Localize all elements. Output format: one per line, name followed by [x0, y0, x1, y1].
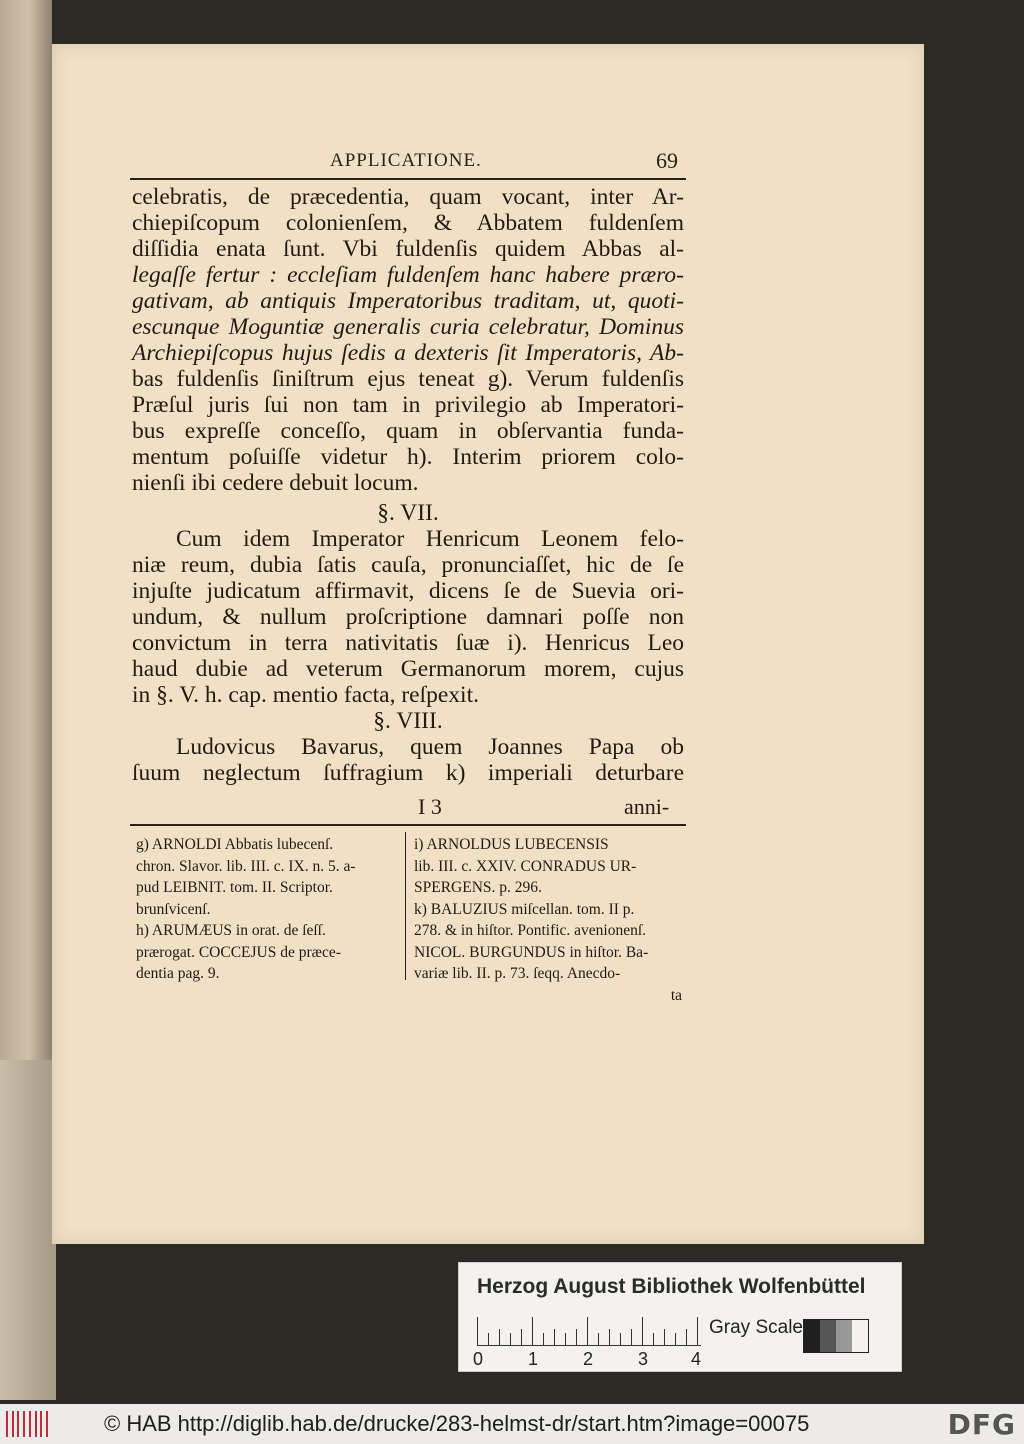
section-heading: §. VII. — [377, 500, 439, 526]
footnote-line: i) ARNOLDUS LUBECENSIS — [414, 836, 609, 853]
footnote-line: dentia pag. 9. — [136, 965, 220, 982]
ruler-label: 1 — [528, 1349, 539, 1369]
head-rule — [130, 178, 686, 180]
ruler-tick — [565, 1333, 566, 1345]
footnote-line: brunſvicenſ. — [136, 900, 211, 918]
text-line: injuſte judicatum affirmavit, dicens ſe de Suevia ori- — [132, 578, 684, 604]
text-line: Archiepiſcopus hujus ſedis a dexteris ſit Imperatoris, Ab- — [132, 340, 684, 366]
main-text — [132, 184, 684, 786]
footnote-line: g) ARNOLDI Abbatis lubecenſ. — [136, 836, 334, 853]
ruler-tick — [642, 1317, 643, 1345]
ruler-tick — [620, 1333, 621, 1345]
text-line: bas fuldenſis ſiniſtrum ejus teneat g). Verum fuldenſis — [132, 366, 684, 392]
footnote-line: 278. & in hiſtor. Pontific. avenionenſ. — [414, 922, 647, 939]
footnote-line: variæ lib. II. p. 73. ſeqq. Anecdo- — [414, 965, 621, 982]
footnote-line: NICOL. BURGUNDUS in hiſtor. Ba- — [414, 943, 649, 961]
ruler-tick — [521, 1329, 522, 1345]
text-line: in §. V. h. cap. mentio facta, reſpexit. — [132, 682, 479, 708]
text-line: niæ reum, dubia ſatis cauſa, pronunciaſſet, hic de ſe — [132, 552, 684, 578]
ruler-tick — [675, 1333, 676, 1345]
ruler-tick — [532, 1317, 533, 1345]
ruler-tick — [686, 1329, 687, 1345]
ruler-label: 3 — [638, 1349, 649, 1369]
gray-scale-swatch — [803, 1319, 869, 1353]
ruler-label: 0 — [473, 1349, 484, 1369]
ruler-tick — [598, 1333, 599, 1345]
text-line: convictum in terra nativitatis ſuæ i). Henricus Leo — [132, 630, 684, 656]
text-line: haud dubie ad veterum Germanorum morem, cujus — [132, 656, 684, 682]
ruler-tick — [510, 1333, 511, 1345]
footnote-line: lib. III. c. XXIV. CONRADUS UR- — [414, 857, 637, 875]
footnotes-left — [136, 834, 398, 985]
footnote-line: k) BALUZIUS miſcellan. tom. II p. — [414, 900, 635, 918]
running-head: APPLICATIONE. — [330, 150, 482, 171]
text-line: celebratis, de præcedentia, quam vocant, inter Ar- — [132, 184, 684, 210]
hab-logo-icon — [6, 1409, 48, 1439]
ruler-tick — [477, 1317, 478, 1345]
text-line: mentum poſuiſſe videtur h). Interim priorem colo- — [132, 444, 684, 470]
catchword: anni- — [624, 794, 670, 819]
text-line: ſuum neglectum ſuffragium k) imperiali deturbare — [132, 760, 684, 786]
card-title: Herzog August Bibliothek Wolfenbüttel — [477, 1275, 866, 1298]
footnote-line: SPERGENS. p. 296. — [414, 879, 542, 896]
ruler-tick — [609, 1329, 610, 1345]
footnote-line: ta — [670, 986, 682, 1004]
footnote-line: pud LEIBNIT. tom. II. Scriptor. — [136, 879, 333, 896]
facing-page-bottom — [0, 1060, 56, 1400]
dfg-logo: DFG — [947, 1408, 1016, 1441]
text-line: legaſſe fertur : eccleſiam fuldenſem hanc habere prӕro- — [132, 262, 684, 288]
text-line: bus expreſſe conceſſo, quam in obſervantia funda- — [132, 418, 684, 444]
footnote-column-divider — [405, 832, 406, 980]
footer-bar — [0, 1404, 1024, 1444]
ruler-label: 4 — [691, 1349, 702, 1369]
footnote-line: prӕrogat. COCCEJUS de prӕce- — [136, 943, 341, 961]
text-line: nienſi ibi cedere debuit locum. — [132, 470, 419, 496]
ruler-tick — [697, 1317, 698, 1345]
color-scale-card — [458, 1262, 902, 1372]
footnote-line: h) ARUMÆUS in orat. de ſeſſ. — [136, 922, 326, 939]
copyright-link[interactable]: © HAB http://diglib.hab.de/drucke/283-helmst-dr/start.htm?image=00075 — [104, 1411, 810, 1436]
section-heading: §. VIII. — [373, 708, 443, 734]
scale-ruler — [477, 1315, 701, 1346]
footnotes-right — [414, 834, 686, 1006]
ruler-tick — [631, 1329, 632, 1345]
ruler-tick — [554, 1329, 555, 1345]
signature-mark: I 3 — [418, 794, 442, 819]
text-line: diſſidia enata ſunt. Vbi fuldenſis quidem Abbas al- — [132, 236, 684, 262]
text-line: escunque Moguntiæ generalis curia celebratur, Dominus — [132, 314, 684, 340]
footnote-line: chron. Slavor. lib. III. c. IX. n. 5. a- — [136, 857, 356, 875]
text-line: gativam, ab antiquis Imperatoribus traditam, ut, quoti- — [132, 288, 684, 314]
text-line: undum, & nullum proſcriptione damnari poſſe non — [132, 604, 684, 630]
gray-scale-label: Gray Scale — [709, 1317, 803, 1338]
ruler-tick — [576, 1329, 577, 1345]
ruler-tick — [653, 1333, 654, 1345]
ruler-tick — [543, 1333, 544, 1345]
text-line: chiepiſcopum colonienſem, & Abbatem fuldenſem — [132, 210, 684, 236]
ruler-tick — [499, 1329, 500, 1345]
text-line: Præſul juris ſui non tam in privilegio ab Imperatori- — [132, 392, 684, 418]
ruler-tick — [664, 1329, 665, 1345]
text-line: Cum idem Imperator Henricum Leonem felo- — [176, 526, 684, 552]
ruler-tick — [587, 1317, 588, 1345]
text-line: Ludovicus Bavarus, quem Joannes Papa ob — [176, 734, 684, 760]
footnote-rule — [130, 824, 686, 826]
page-number: 69 — [656, 148, 678, 173]
ruler-label: 2 — [583, 1349, 594, 1369]
ruler-tick — [488, 1333, 489, 1345]
